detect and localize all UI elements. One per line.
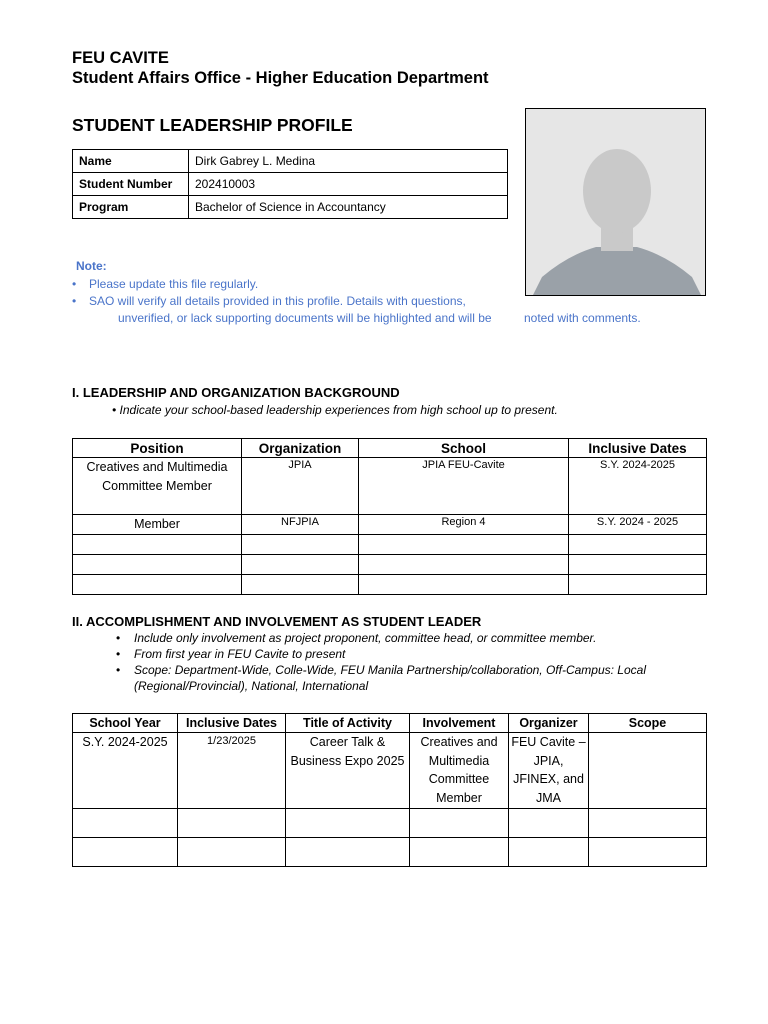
- profile-value-student-number: 202410003: [189, 173, 508, 196]
- table-header-row: [73, 439, 707, 458]
- note-item-2: [72, 294, 466, 308]
- column-header-involvement: Involvement: [410, 714, 509, 733]
- table-cell: [589, 809, 707, 838]
- section2-title: II. ACCOMPLISHMENT AND INVOLVEMENT AS STUDENT LEADER: [72, 614, 482, 629]
- table-cell: [73, 838, 178, 867]
- table-cell: [73, 809, 178, 838]
- document-title: STUDENT LEADERSHIP PROFILE: [72, 115, 353, 135]
- column-header-organization: Organization: [242, 439, 359, 458]
- bullet-icon: •: [72, 294, 77, 308]
- table-cell: S.Y. 2024-2025: [73, 733, 178, 809]
- table-cell: Creatives and Multimedia Committee Member: [410, 733, 509, 809]
- table-cell: 1/23/2025: [178, 733, 286, 809]
- table-cell: [569, 575, 707, 595]
- profile-row-student-number: [73, 173, 508, 196]
- student-photo: [525, 108, 706, 296]
- head-silhouette: [583, 149, 651, 233]
- table-cell: [286, 838, 410, 867]
- table-cell: NFJPIA: [242, 515, 359, 535]
- table-cell: Member: [73, 515, 242, 535]
- section2-bullet-3-text: Scope: Department-Wide, Colle-Wide, FEU Manila Partnership/collaboration, Off-Campus: Local: [134, 663, 646, 677]
- table-cell: [242, 555, 359, 575]
- note-title: Note:: [76, 259, 107, 273]
- table-cell: [178, 809, 286, 838]
- table-row: [73, 575, 707, 595]
- photo-placeholder: [526, 109, 706, 296]
- column-header-title-of-activity: Title of Activity: [286, 714, 410, 733]
- column-header-inclusive-dates: Inclusive Dates: [178, 714, 286, 733]
- section1-instruction: • Indicate your school-based leadership experiences from high school up to present.: [112, 403, 558, 417]
- profile-value-name: Dirk Gabrey L. Medina: [189, 150, 508, 173]
- table-cell: [359, 555, 569, 575]
- table-cell: S.Y. 2024-2025: [569, 458, 707, 515]
- column-header-school-year: School Year: [73, 714, 178, 733]
- table-cell: JPIA FEU-Cavite: [359, 458, 569, 515]
- table-cell: [73, 535, 242, 555]
- table-header-row: [73, 714, 707, 733]
- bullet-icon: •: [72, 277, 77, 291]
- section2-bullet-2: [116, 647, 345, 661]
- column-header-inclusive-dates: Inclusive Dates: [569, 439, 707, 458]
- section2-bullet-1-text: Include only involvement as project proponent, committee head, or committee member.: [134, 631, 597, 645]
- table-cell: [569, 555, 707, 575]
- profile-label-program: Program: [73, 196, 189, 219]
- bullet-icon: •: [116, 647, 121, 661]
- note-item-2-text: SAO will verify all details provided in this profile. Details with questions,: [89, 294, 466, 308]
- table-cell: [242, 535, 359, 555]
- table-cell: [359, 575, 569, 595]
- bullet-icon: •: [116, 631, 121, 645]
- table-cell: [569, 535, 707, 555]
- table-cell: [410, 838, 509, 867]
- leadership-table: [72, 438, 707, 595]
- table-cell: Region 4: [359, 515, 569, 535]
- table-cell: Creatives and Multimedia Committee Member: [73, 458, 242, 515]
- table-row: [73, 733, 707, 809]
- table-cell: [73, 555, 242, 575]
- table-row: [73, 838, 707, 867]
- bullet-icon: •: [116, 663, 121, 677]
- note-item-2-end: noted with comments.: [524, 311, 641, 325]
- table-cell: [359, 535, 569, 555]
- profile-table: [72, 149, 508, 219]
- table-cell: [286, 809, 410, 838]
- column-header-scope: Scope: [589, 714, 707, 733]
- table-cell: JPIA: [242, 458, 359, 515]
- profile-label-student-number: Student Number: [73, 173, 189, 196]
- table-cell: FEU Cavite – JPIA, JFINEX, and JMA: [509, 733, 589, 809]
- table-cell: [589, 733, 707, 809]
- table-cell: Career Talk & Business Expo 2025: [286, 733, 410, 809]
- column-header-school: School: [359, 439, 569, 458]
- table-cell: [410, 809, 509, 838]
- table-row: [73, 458, 707, 515]
- table-cell: [509, 838, 589, 867]
- table-cell: [242, 575, 359, 595]
- profile-value-program: Bachelor of Science in Accountancy: [189, 196, 508, 219]
- section2-bullet-1: [116, 631, 596, 645]
- table-cell: [73, 575, 242, 595]
- office-name: Student Affairs Office - Higher Education Department: [72, 69, 489, 87]
- table-cell: [509, 809, 589, 838]
- note-item-2-continued: unverified, or lack supporting documents will be highlighted and will be: [118, 311, 492, 325]
- note-item-1: [72, 277, 258, 291]
- table-cell: S.Y. 2024 - 2025: [569, 515, 707, 535]
- profile-label-name: Name: [73, 150, 189, 173]
- table-row: [73, 535, 707, 555]
- section2-bullet-3-continued: (Regional/Provincial), National, International: [134, 679, 369, 693]
- note-item-1-text: Please update this file regularly.: [89, 277, 259, 291]
- table-row: [73, 515, 707, 535]
- institution-name: FEU CAVITE: [72, 49, 169, 67]
- column-header-position: Position: [73, 439, 242, 458]
- accomplishment-table: [72, 713, 707, 867]
- profile-row-program: [73, 196, 508, 219]
- section2-bullet-2-text: From first year in FEU Cavite to present: [134, 647, 346, 661]
- table-row: [73, 809, 707, 838]
- section1-title: I. LEADERSHIP AND ORGANIZATION BACKGROUND: [72, 385, 400, 400]
- table-cell: [178, 838, 286, 867]
- column-header-organizer: Organizer: [509, 714, 589, 733]
- table-cell: [589, 838, 707, 867]
- profile-row-name: [73, 150, 508, 173]
- section2-bullet-3: [116, 663, 646, 677]
- table-row: [73, 555, 707, 575]
